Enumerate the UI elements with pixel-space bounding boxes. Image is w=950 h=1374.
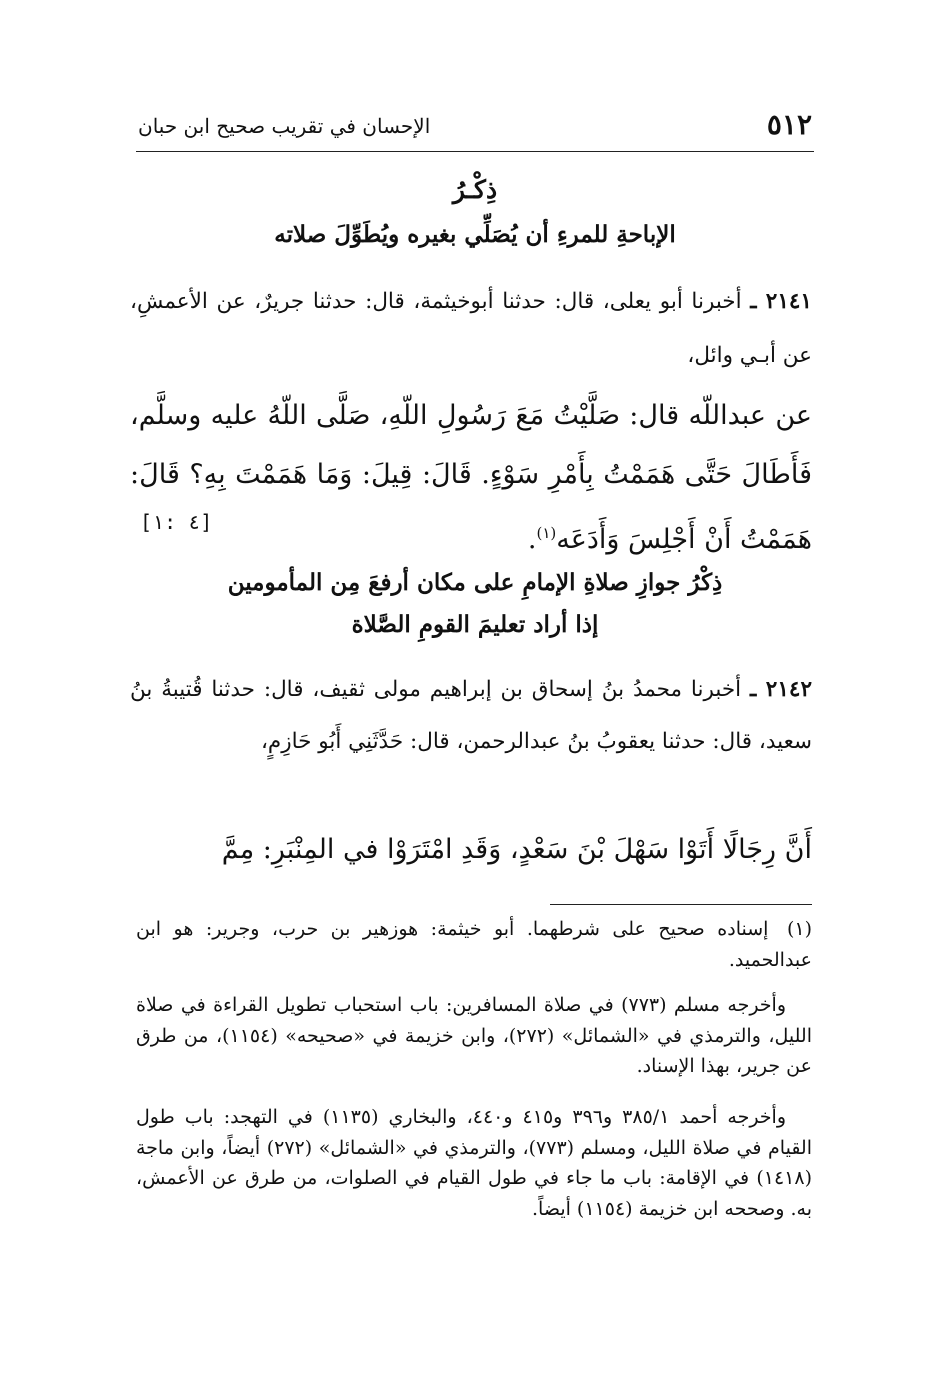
footnote-1-number: (١): [786, 918, 812, 940]
page-header: [138, 108, 812, 148]
footnote-marker-1: (١): [536, 524, 557, 542]
footnote-1-p1: [136, 914, 812, 975]
hadith-2142-matn: أَنَّ رِجَالًا أَتَوْا سَهْلَ بْنَ سَعْدٍ، وَقَدِ امْتَرَوْا في المِنْبَرِ: مِمَّ: [221, 834, 812, 865]
section-heading-2-line2: إذا أراد تعليمَ القومِ الصَّلاة: [351, 611, 599, 638]
section-heading-2-line1: ذِكْرُ جوازِ صلاةِ الإمامِ على مكان أرفعَ مِن المأمومين: [227, 569, 723, 596]
footnote-1-p2: وأخرجه مسلم (٧٧٣) في صلاة المسافرين: باب استحباب تطويل القراءة في صلاة الليل، والترمذي في «الشمائل» (٢٧٢)، وابن خزيمة في «صحيحه» (١١٥٤)، من طرق عن جرير، بهذا الإسناد.: [136, 994, 812, 1077]
section-heading-1: [138, 172, 812, 254]
hadith-2141-reference: [٤ :١]: [140, 510, 213, 534]
hadith-2142-isnad-text: أخبرنا محمدُ بنُ إسحاق بن إبراهيم مولى ثقيف، قال: حدثنا قُتيبةُ بنُ سعيد، قال: حدثنا يعقوبُ بنُ عبدالرحمن، قال: حَدَّثَنِي أَبُو حَازِمٍ،: [130, 677, 812, 754]
hadith-2141-number: ٢١٤١ ـ: [750, 289, 812, 314]
hadith-2141-isnad: [130, 275, 812, 383]
hadith-2141-matn-text: عن عبداللّه قال: صَلَّيْتُ مَعَ رَسُولِ اللّهِ، صَلَّى اللّهُ عليه وسلَّم، فَأَطَالَ حَتَّى هَمَمْتُ بِأَمْرِ سَوْءٍ. قَالَ: قِيلَ: وَمَا هَمَمْتَ بِهِ؟ قَالَ: هَمَمْتُ أَنْ أَجْلِسَ وَأَدَعَه: [130, 400, 812, 555]
section-heading-2: [138, 563, 812, 645]
header-rule: [136, 151, 814, 152]
hadith-2142-isnad: [130, 664, 812, 768]
footnote-1-p1-text: إسناده صحيح على شرطهما. أبو خيثمة: هوزهير بن حرب، وجرير: هو ابن عبدالحميد.: [136, 918, 812, 971]
section-heading-1-line1: ذِكْـرُ: [452, 175, 498, 204]
footnote-1-p3: وأخرجه أحمد ٣٨٥/١ و٣٩٦ و٤١٥ و٤٤٠، والبخاري (١١٣٥) في التهجد: باب طول القيام في صلاة الليل، ومسلم (٧٧٣)، والترمذي في «الشمائل» (٢٧٢) أيضاً، وابن ماجة (١٤١٨) في الإقامة: باب ما جاء في طول القيام في الصلوات، من طرق عن الأعمش، به. وصححه ابن خزيمة (١١٥٤) أيضاً.: [136, 1106, 812, 1220]
hadith-2141-matn: عن عبداللّه قال: صَلَّيْتُ مَعَ رَسُولِ اللّهِ، صَلَّى اللّهُ عليه وسلَّم، فَأَطَالَ حَتَّى هَمَمْتُ بِأَمْرِ سَوْءٍ. قَالَ: قِيلَ: وَمَا هَمَمْتَ بِهِ؟ قَالَ: هَمَمْتُ أَنْ أَجْلِسَ وَأَدَعَه$^{(١)}$.: [130, 400, 812, 555]
hadith-2142-number: ٢١٤٢ ـ: [749, 677, 812, 702]
footnote-rule: [550, 904, 812, 905]
running-title: الإحسان في تقريب صحيح ابن حبان: [138, 114, 431, 138]
page-number: ٥١٢: [766, 108, 812, 141]
section-heading-1-line2: الإباحةِ للمرءِ أن يُصَلِّي بغيره ويُطَوِّلَ صلاته: [274, 221, 676, 248]
hadith-2141-isnad-text: أخبرنا أبو يعلى، قال: حدثنا أبوخيثمة، قال: حدثنا جريرٌ، عن الأعمشِ، عن أبـي وائل،: [130, 289, 812, 368]
